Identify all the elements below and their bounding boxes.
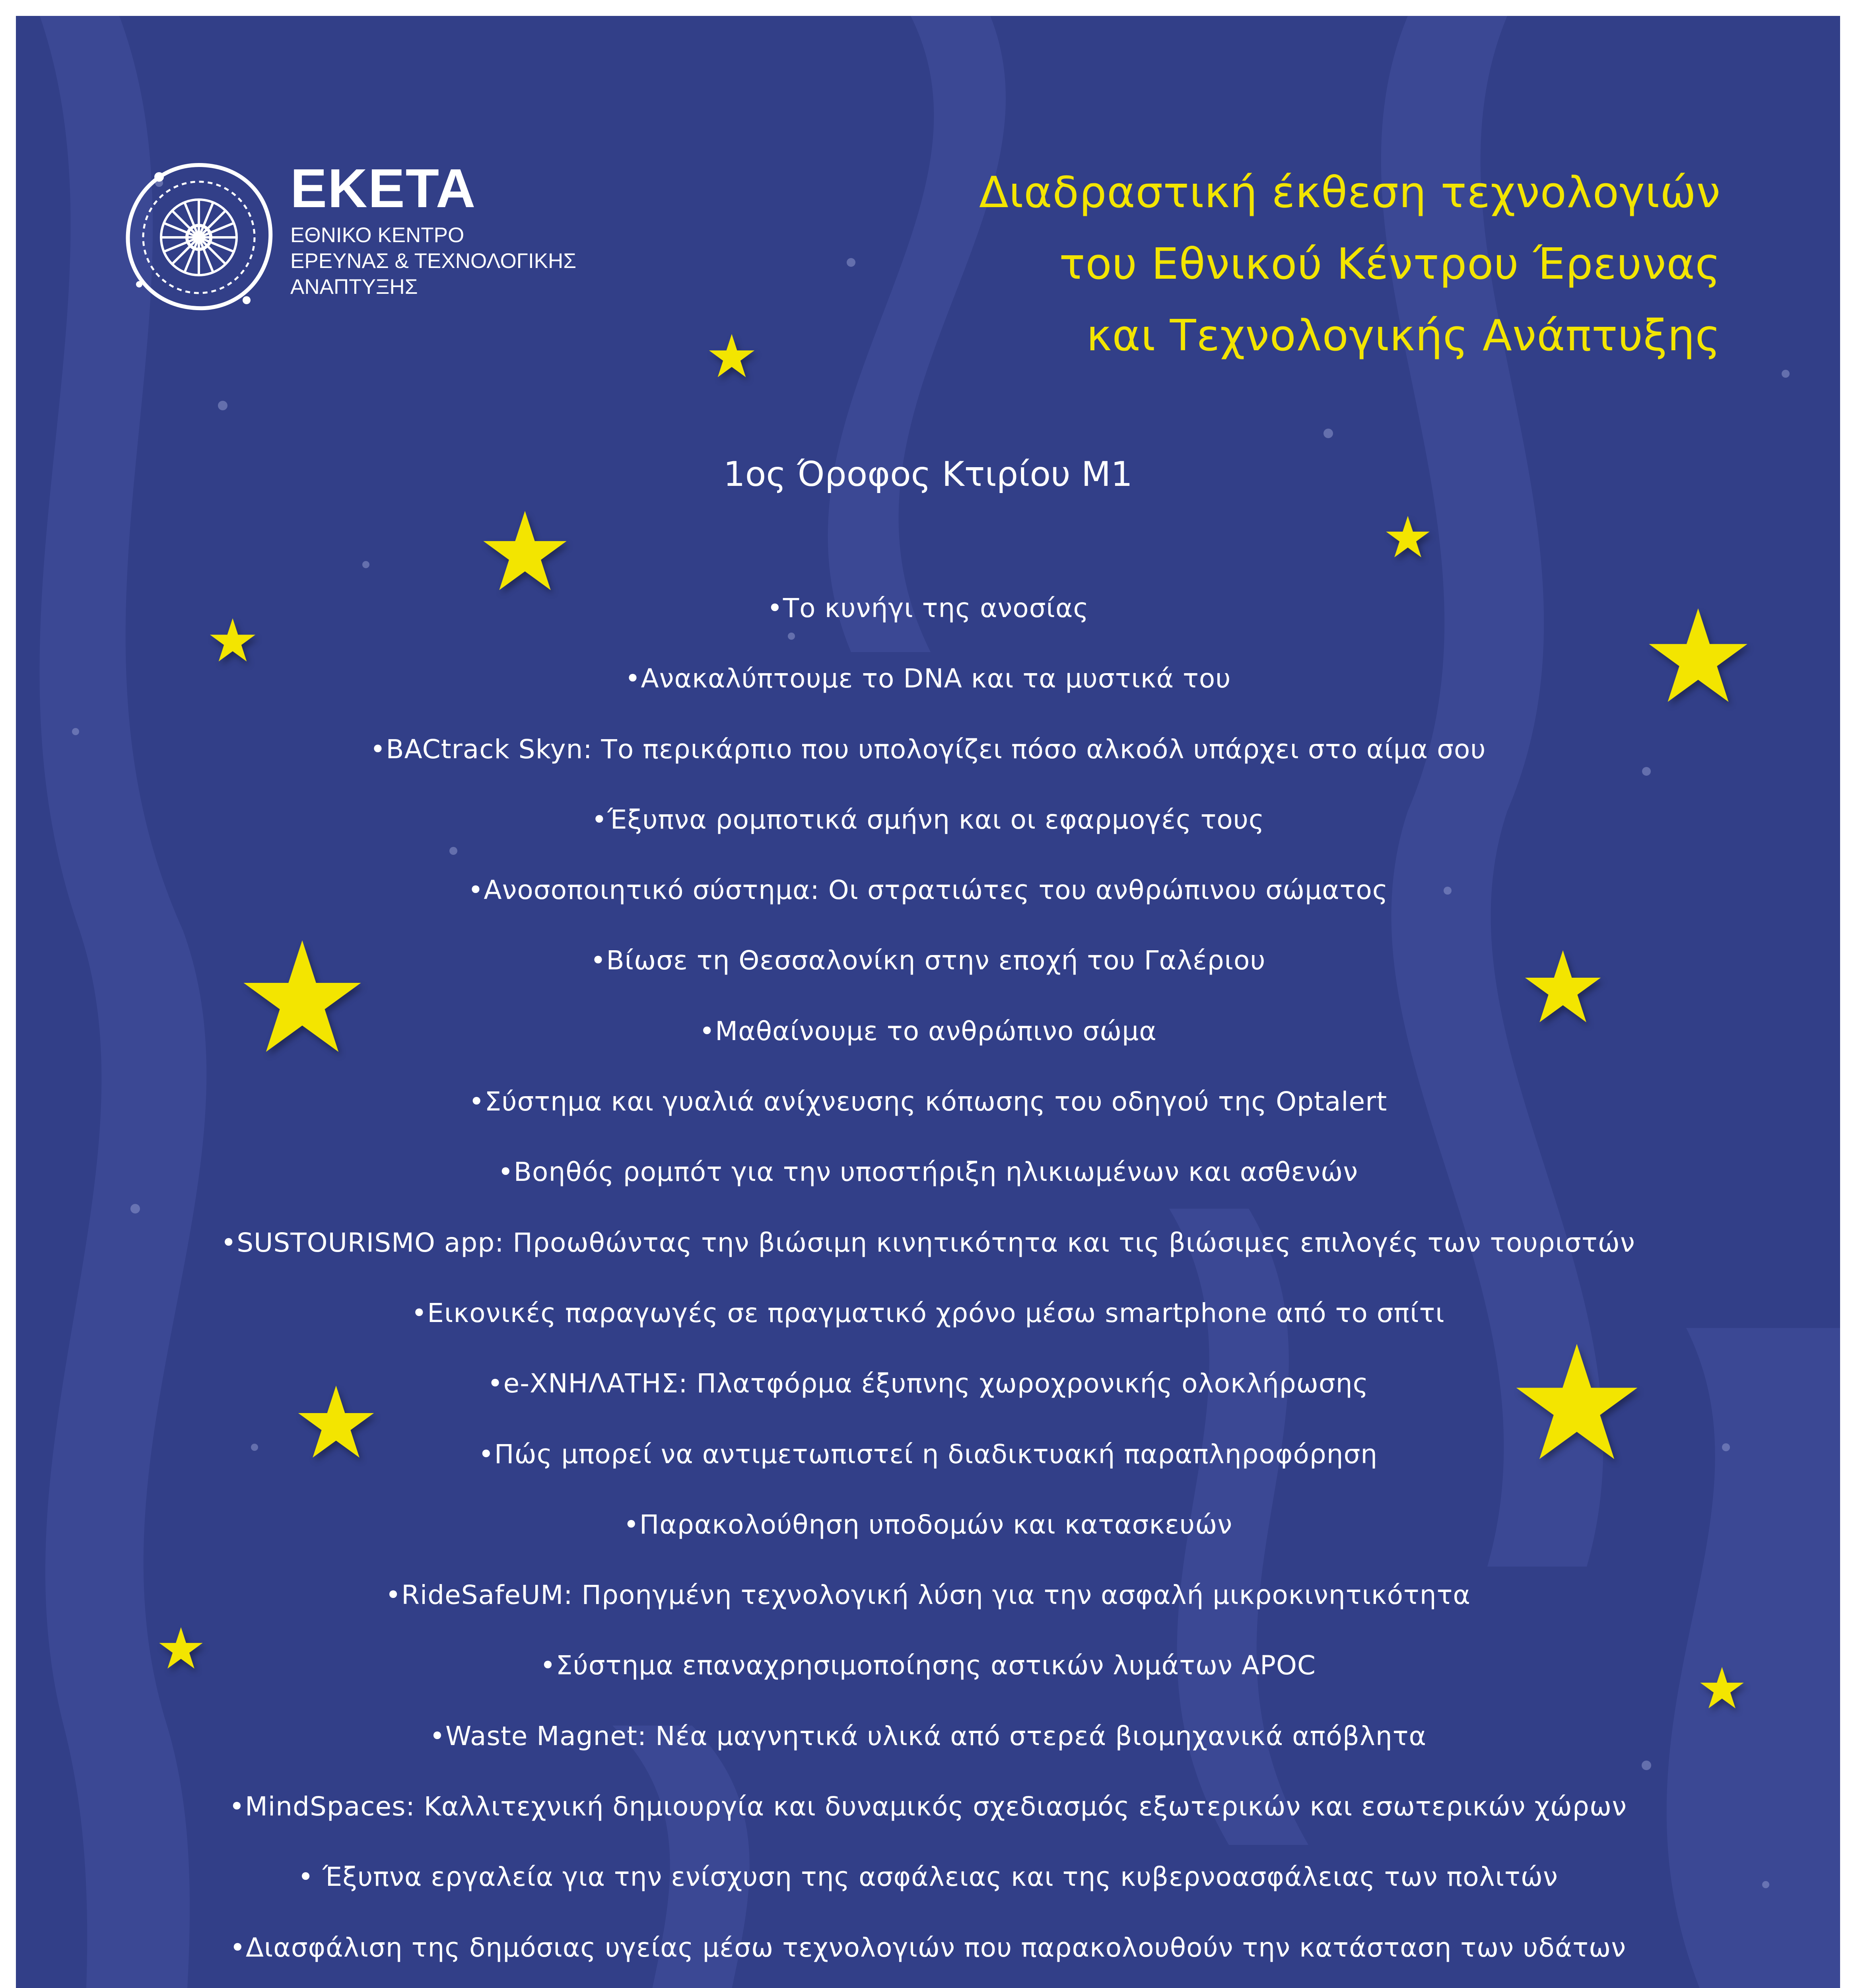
eketa-emblem-icon [115,153,282,320]
floor-heading: 1ος Όροφος Κτιρίου Μ1 [723,454,1133,494]
exhibit-item: • Σύστημα επαναχρησιμοποίησης αστικών λυμάτων APOC [16,1646,1840,1716]
logo-name-line1: ΕΘΝΙΚΟ ΚΕΝΤΡΟ [290,223,464,247]
exhibit-item: • Έξυπνα ρομποτικά σμήνη και οι εφαρμογές τους [16,800,1840,870]
exhibit-item: • Διασφάλιση της δημόσιας υγείας μέσω τεχνολογιών που παρακολουθούν την κατάσταση των υδάτων [16,1928,1840,1988]
exhibit-item: • Ανακαλύπτουμε το DNA και τα μυστικά του [16,659,1840,729]
exhibit-item: • Σύστημα και γυαλιά ανίχνευσης κόπωσης του οδηγού της Optalert [16,1082,1840,1152]
exhibit-item: • Παρακολούθηση υποδομών και κατασκευών [16,1505,1840,1575]
exhibit-item: • Βίωσε τη Θεσσαλονίκη στην εποχή του Γαλέριου [16,941,1840,1011]
exhibit-item: • Έξυπνα εργαλεία για την ενίσχυση της ασφάλειας και της κυβερνοασφάλειας των πολιτών [16,1857,1840,1928]
exhibit-item: • Waste Magnet: Νέα μαγνητικά υλικά από στερεά βιομηχανικά απόβλητα [16,1716,1840,1787]
exhibit-item: • e-ΧΝΗΛΑΤΗΣ: Πλατφόρμα έξυπνης χωροχρονικής ολοκλήρωσης [16,1364,1840,1434]
poster [16,16,1840,1988]
exhibit-item: • Ανοσοποιητικό σύστημα: Οι στρατιώτες του ανθρώπινου σώματος [16,870,1840,941]
exhibit-item: • Το κυνήγι της ανοσίας [16,588,1840,659]
logo-name-line2: ΕΡΕΥΝΑΣ & ΤΕΧΝΟΛΟΓΙΚΗΣ [290,249,577,273]
exhibit-item: • BACtrack Skyn: Το περικάρπιο που υπολογίζει πόσο αλκοόλ υπάρχει στο αίμα σου [16,730,1840,800]
logo-name-line3: ΑΝΑΠΤΥΞΗΣ [290,275,418,299]
title-line3: και Τεχνολογικής Ανάπτυξης [1086,311,1721,361]
exhibit-list [16,588,1840,1988]
exhibit-item: • RideSafeUM: Προηγμένη τεχνολογική λύση για την ασφαλή μικροκινητικότητα [16,1575,1840,1646]
exhibit-item: • MindSpaces: Καλλιτεχνική δημιουργία και δυναμικός σχεδιασμός εξωτερικών και εσωτερικών χώρων [16,1787,1840,1857]
exhibit-item: • Πώς μπορεί να αντιμετωπιστεί η διαδικτυακή παραπληροφόρηση [16,1435,1840,1505]
title-line1: Διαδραστική έκθεση τεχνολογιών [979,168,1721,217]
exhibit-item: • Εικονικές παραγωγές σε πραγματικό χρόνο μέσω smartphone από το σπίτι [16,1293,1840,1364]
exhibit-item: • SUSTOURISMO app: Προωθώντας την βιώσιμη κινητικότητα και τις βιώσιμες επιλογές των τουριστών [16,1223,1840,1293]
exhibition-title [979,157,1721,372]
exhibit-item: • Βοηθός ρομπότ για την υποστήριξη ηλικιωμένων και ασθενών [16,1152,1840,1223]
logo-acronym: ΕΚΕΤΑ [290,158,476,219]
exhibit-item: • Μαθαίνουμε το ανθρώπινο σώμα [16,1011,1840,1082]
eketa-logo [115,153,632,320]
title-line2: του Εθνικού Κέντρου Έρευνας [1059,239,1721,289]
